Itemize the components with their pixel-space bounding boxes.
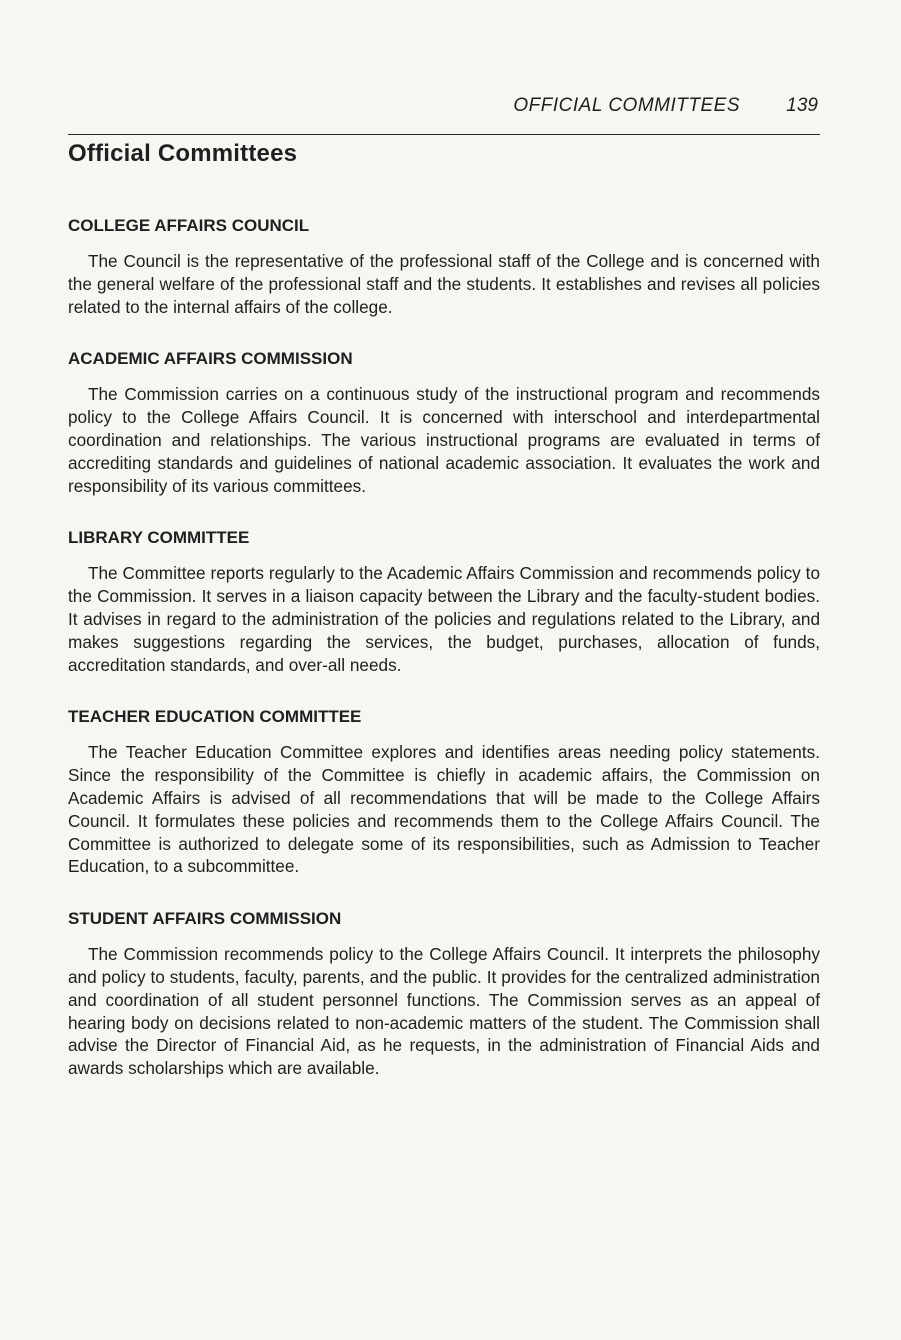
section-heading: STUDENT AFFAIRS COMMISSION [68, 909, 342, 929]
running-title: OFFICIAL COMMITTEES [513, 95, 740, 116]
section-heading: ACADEMIC AFFAIRS COMMISSION [68, 349, 353, 369]
sections-container [68, 215, 820, 1110]
section-body: The Committee reports regularly to the Academic Affairs Commission and recommends policy to the Commission. It serves in a liaison capacity between the Library and the faculty-student bodies. It advises in regard to the administration of the policies and regulations related to the Library, and makes suggestions regarding the services, the budget, purchases, allocation of funds, accreditation standards, and over-all needs. [68, 563, 820, 675]
running-header [68, 95, 820, 121]
section-teacher-education-committee [68, 706, 820, 878]
section-student-affairs-commission [68, 908, 820, 1080]
section-heading: TEACHER EDUCATION COMMITTEE [68, 707, 362, 727]
section-body: The Commission carries on a continuous study of the instructional program and recommends policy to the College Affairs Council. It is concerned with interschool and interdepartmental coordination and relationships. The various instructional programs are evaluated in terms of accrediting standards and guidelines of national academic association. It evaluates the work and responsibility of its various committees. [68, 384, 820, 496]
section-body: The Teacher Education Committee explores and identifies areas needing policy statements. Since the responsibility of the Committee is chiefly in academic affairs, the Commission on Academic Affairs is advised of all recommendations that will be made to the College Affairs Council. It formulates these policies and recommends them to the College Affairs Council. The Committee is authorized to delegate some of its responsibilities, such as Admission to Teacher Education, to a subcommittee. [68, 742, 820, 877]
section-college-affairs-council [68, 215, 820, 318]
section-body: The Council is the representative of the professional staff of the College and is concerned with the general welfare of the professional staff and the students. It establishes and revises all policies related to the internal affairs of the college. [68, 251, 820, 317]
page-number: 139 [786, 95, 818, 116]
section-academic-affairs-commission [68, 348, 820, 497]
page-title: Official Committees [68, 140, 298, 167]
header-rule [68, 134, 820, 135]
section-body: The Commission recommends policy to the College Affairs Council. It interprets the philosophy and policy to students, faculty, parents, and the public. It provides for the centralized administration and coordination of all student personnel functions. The Commission serves as an appeal of hearing body on decisions related to non-academic matters of the student. The Commission shall advise the Director of Financial Aid, as he requests, in the administration of Financial Aids and awards scholarships which are available. [68, 944, 820, 1079]
section-heading: LIBRARY COMMITTEE [68, 528, 250, 548]
section-heading: COLLEGE AFFAIRS COUNCIL [68, 216, 310, 235]
section-library-committee [68, 527, 820, 676]
